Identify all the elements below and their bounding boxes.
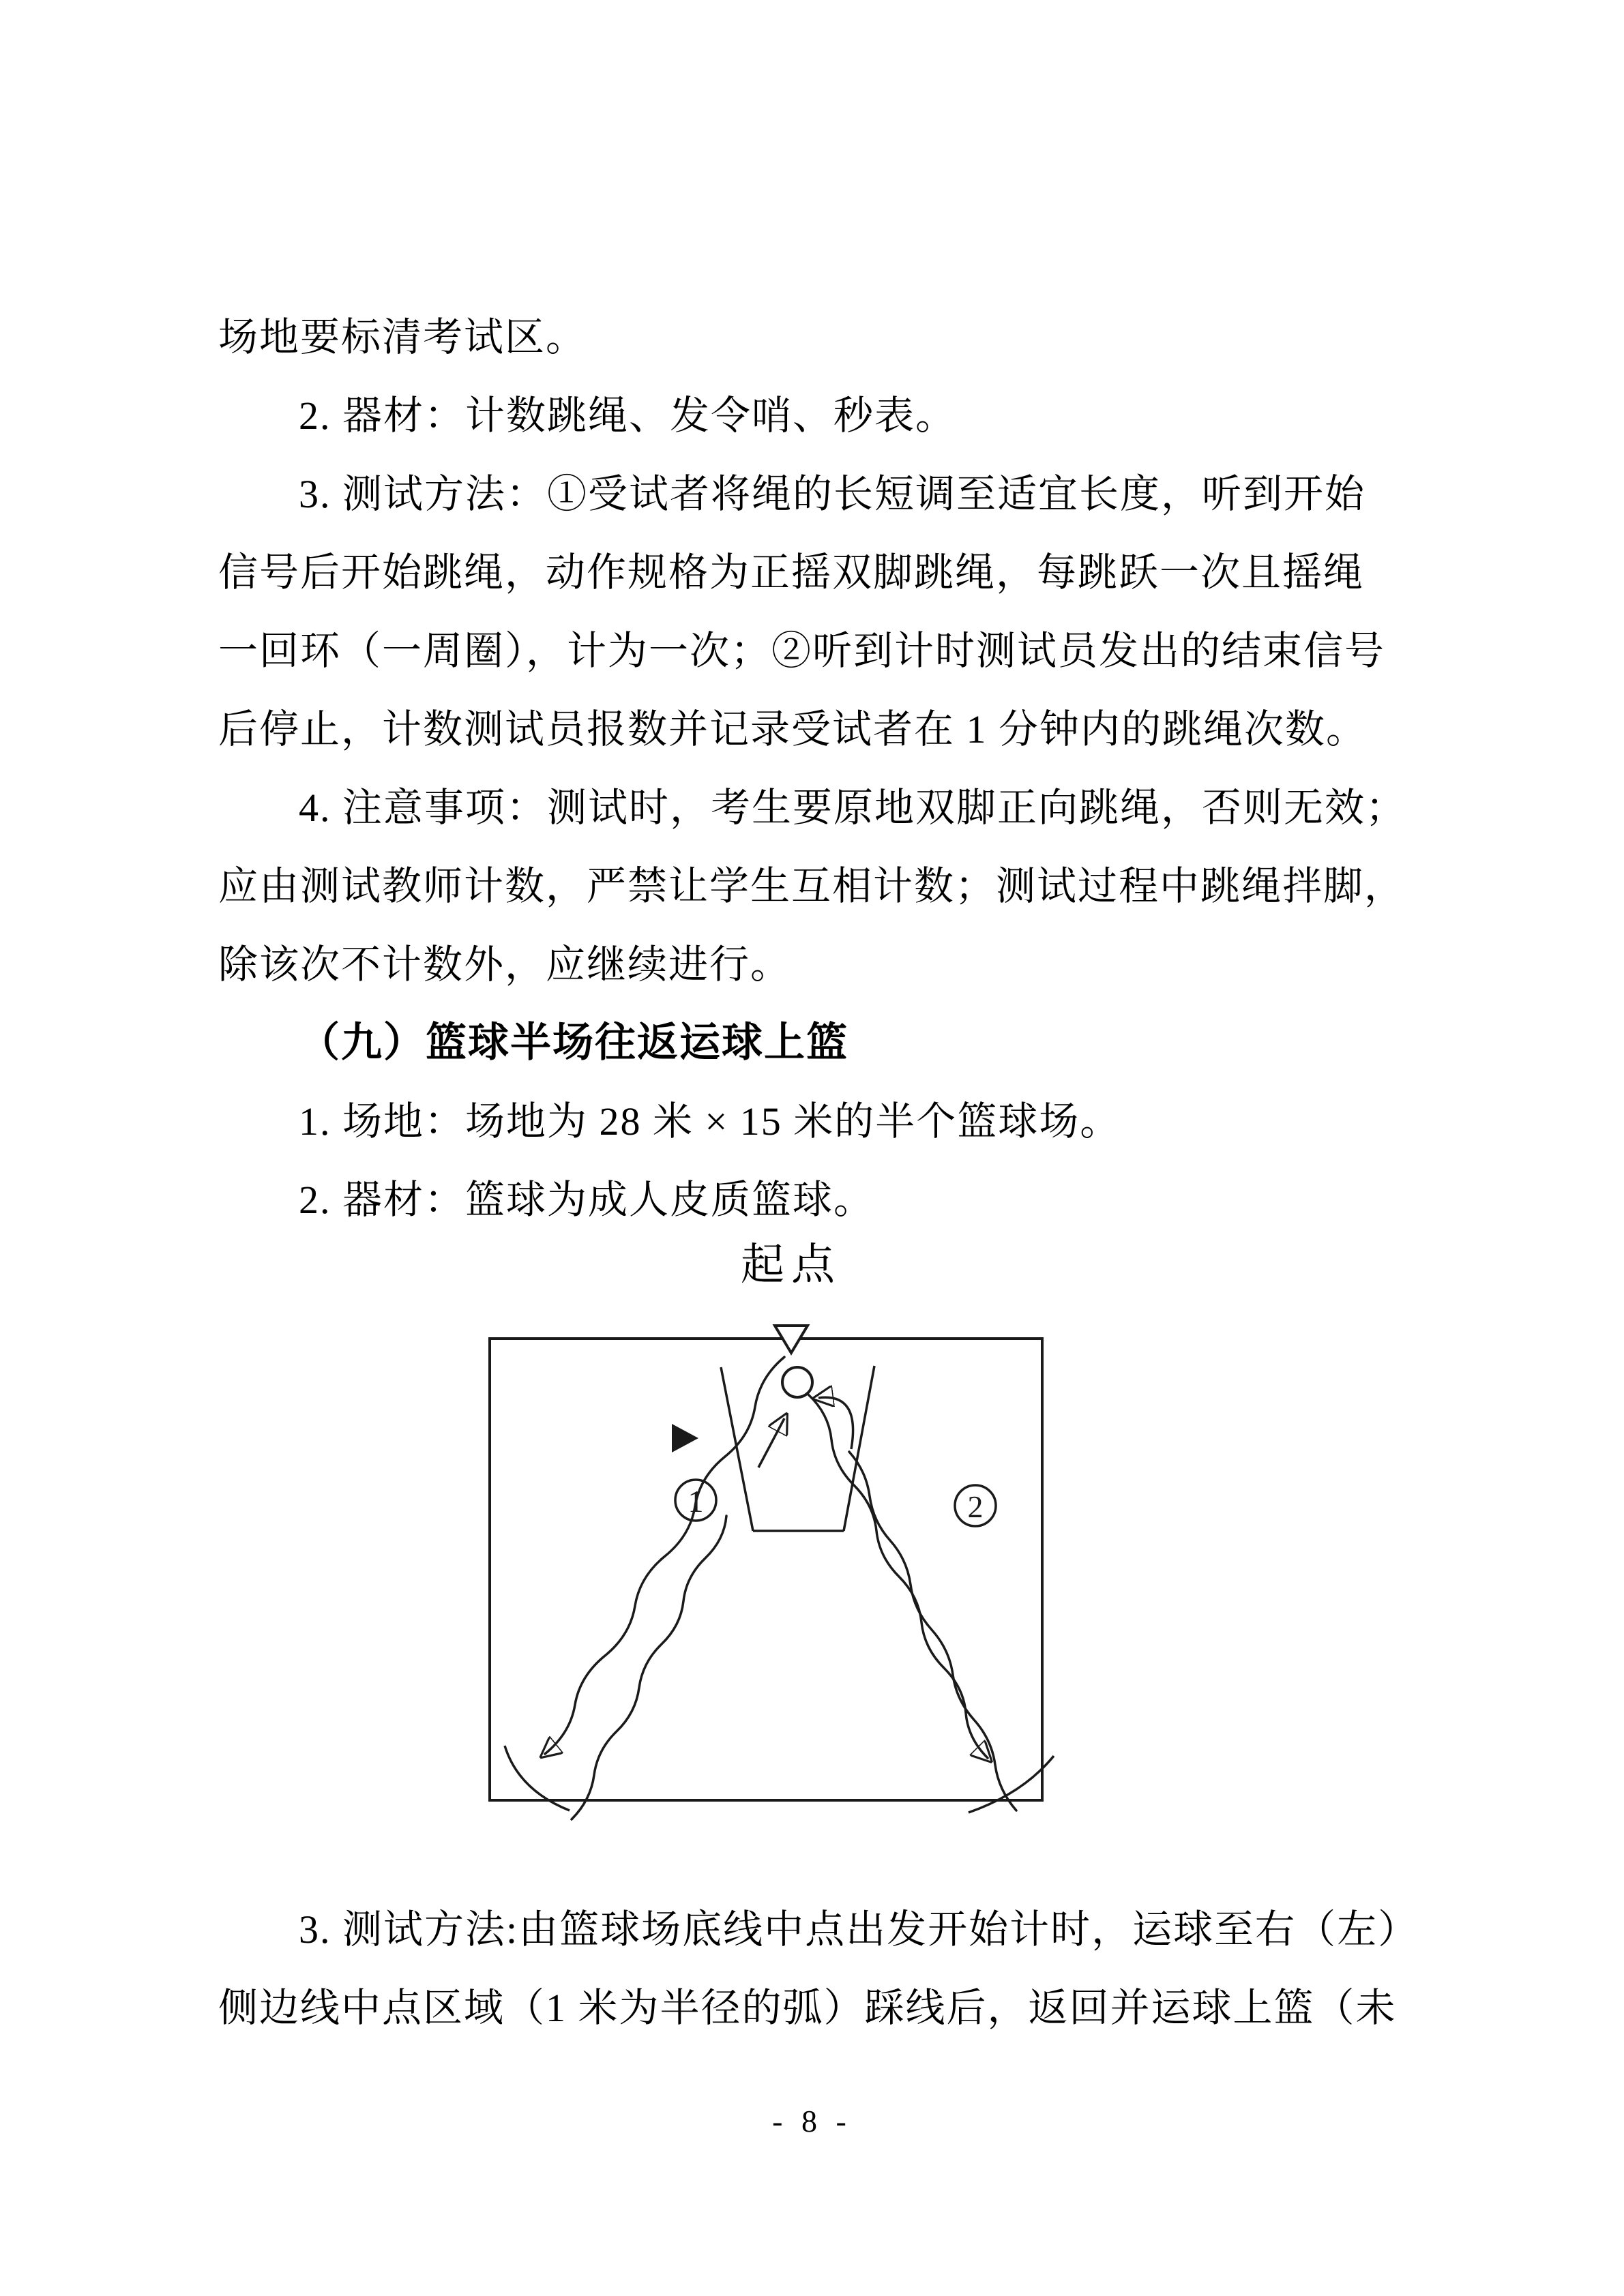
text-line: 3. 测试方法:由篮球场底线中点出发开始计时，运球至右（左） xyxy=(299,1907,1419,1952)
diagram-start-label: 起点 xyxy=(741,1240,842,1289)
text-line: 4. 注意事项：测试时，考生要原地双脚正向跳绳，否则无效； xyxy=(299,786,1407,830)
text-line: 1. 场地：场地为 28 米 × 15 米的半个篮球场。 xyxy=(299,1099,1121,1144)
page-number: - 8 - xyxy=(772,2104,852,2138)
basket-circle xyxy=(782,1367,812,1397)
text-line: 后停止，计数测试员报数并记录受试者在 1 分钟内的跳绳次数。 xyxy=(218,707,1368,751)
path-2-number: 2 xyxy=(967,1489,984,1524)
text-line: 场地要标清考试区。 xyxy=(218,315,587,359)
dribble-path-2-return xyxy=(849,1452,1016,1810)
text-line: 信号后开始跳绳，动作规格为正摇双脚跳绳，每跳跃一次且摇绳 xyxy=(218,550,1365,595)
path-2-marker xyxy=(955,1485,996,1526)
text-line: 应由测试教师计数，严禁让学生互相计数；测试过程中跳绳拌脚， xyxy=(218,864,1406,908)
layup-arrow-2 xyxy=(818,1397,853,1449)
text-line: 3. 测试方法：①受试者将绳的长短调至适宜长度，听到开始 xyxy=(299,472,1366,516)
text-line: 2. 器材：计数跳绳、发令哨、秒表。 xyxy=(299,393,957,438)
text-line: 2. 器材：篮球为成人皮质篮球。 xyxy=(299,1178,875,1222)
text-line: 侧边线中点区域（1 米为半径的弧）踩线后，返回并运球上篮（未 xyxy=(218,1986,1397,2030)
text-line: 一回环（一周圈），计为一次；②听到计时测试员发出的结束信号 xyxy=(218,629,1386,673)
dribble-path-2-out xyxy=(808,1395,988,1758)
dribble-path-1-out xyxy=(545,1357,784,1754)
text-line: 除该次不计数外，应继续进行。 xyxy=(218,942,792,987)
layup-arrow-1 xyxy=(758,1418,784,1467)
dribble-path-1-return xyxy=(572,1516,726,1819)
path-1-number: 1 xyxy=(688,1484,704,1519)
court-boundary xyxy=(490,1339,1042,1800)
direction-arrow xyxy=(672,1424,698,1452)
court-diagram xyxy=(443,1296,1112,1848)
key-left-line xyxy=(721,1367,753,1531)
path-1-marker xyxy=(675,1480,716,1521)
section-heading: （九）篮球半场往返运球上篮 xyxy=(299,1020,848,1065)
